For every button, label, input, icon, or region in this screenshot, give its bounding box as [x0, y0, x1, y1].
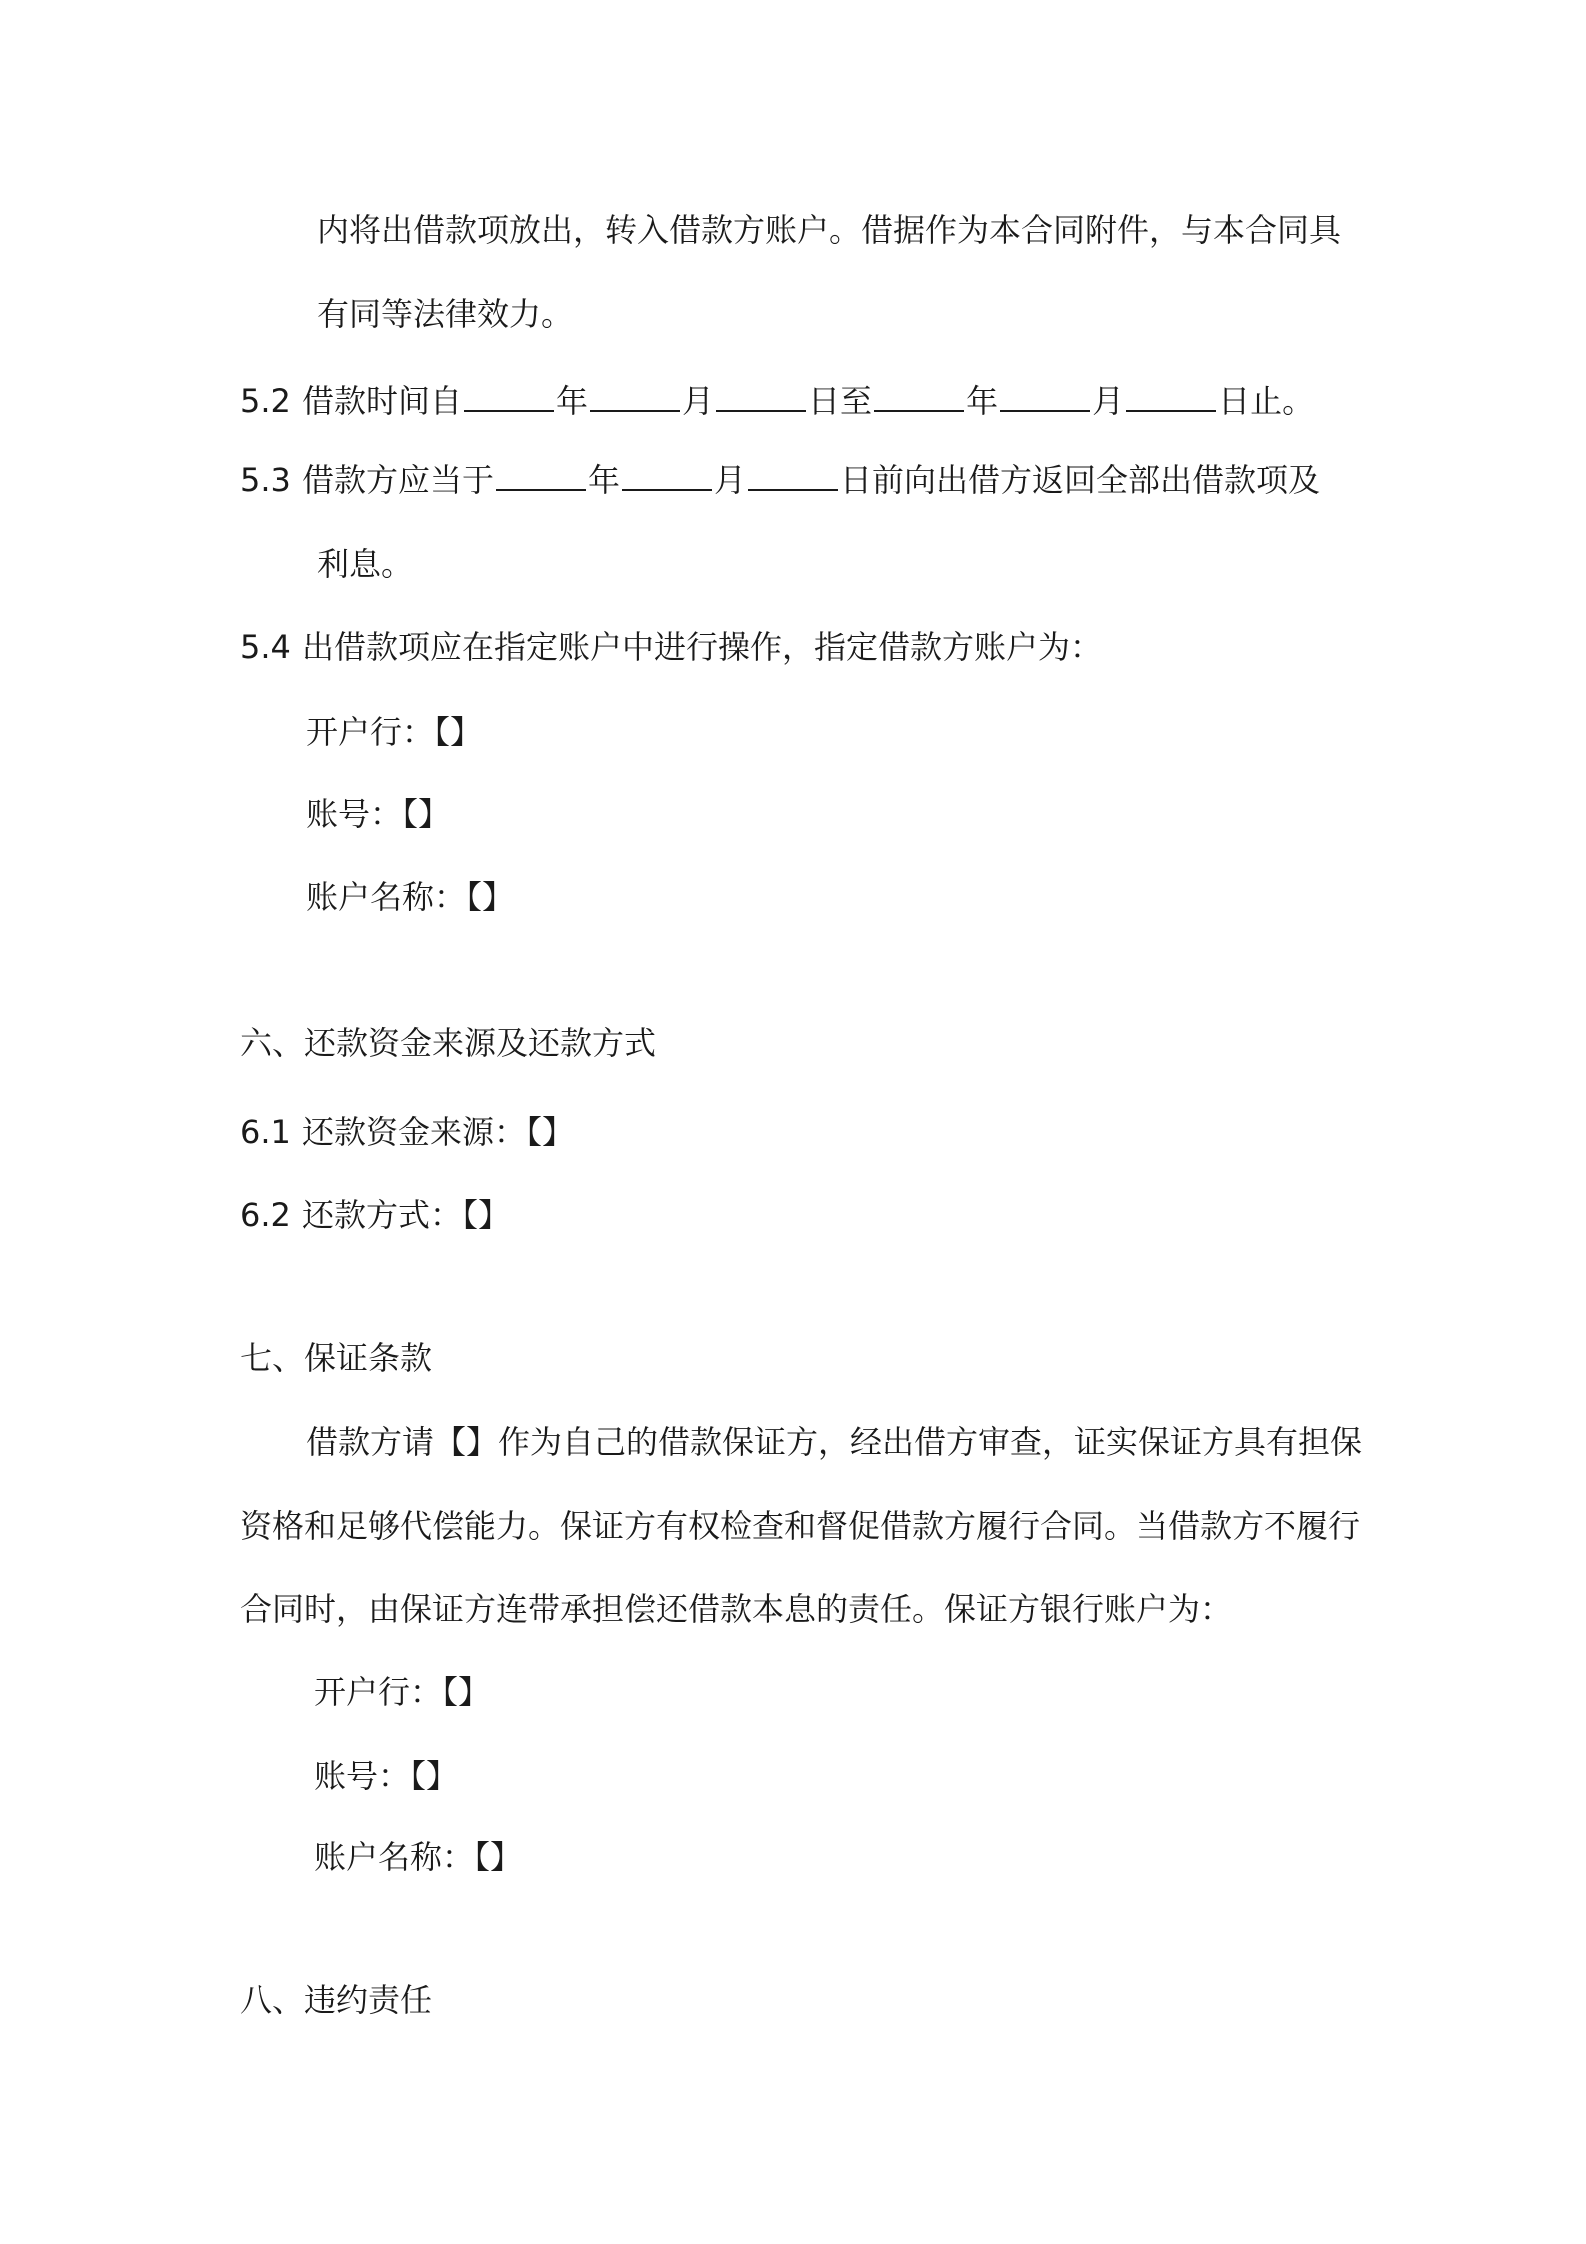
- clause-number: 5.2: [240, 382, 291, 420]
- clause-5-2: [240, 379, 1314, 423]
- clause-number: 6.1: [240, 1113, 291, 1151]
- clause-6-1: [240, 1110, 574, 1154]
- label-day-to: 日至: [808, 382, 873, 420]
- blank-month[interactable]: [622, 459, 712, 491]
- blank-month-start[interactable]: [590, 380, 680, 412]
- clause-text: 借款方应当于: [302, 461, 495, 499]
- section-7-heading: 七、保证条款: [240, 1339, 433, 1377]
- clause-5-3-continuation: 利息。: [317, 545, 414, 583]
- clause-5-1-continuation-line-2: 有同等法律效力。: [317, 295, 574, 333]
- label-year: 年: [588, 461, 621, 499]
- guarantor-bank-field: 开户行：【】: [314, 1673, 491, 1711]
- label-year: 年: [966, 382, 999, 420]
- borrower-account-field: 账号：【】: [306, 795, 451, 833]
- blank-day-start[interactable]: [716, 380, 806, 412]
- clause-5-3: [240, 458, 1320, 502]
- clause-5-4: [240, 625, 1102, 669]
- clause-text: 还款资金来源：【】: [302, 1113, 575, 1151]
- clause-5-1-continuation-line-1: 内将出借款项放出，转入借款方账户。借据作为本合同附件，与本合同具: [317, 211, 1342, 249]
- blank-month-end[interactable]: [1000, 380, 1090, 412]
- label-month: 月: [714, 461, 747, 499]
- blank-year-end[interactable]: [874, 380, 964, 412]
- clause-text-tail: 日前向出借方返回全部出借款项及: [840, 461, 1321, 499]
- label-day-end: 日止。: [1218, 382, 1315, 420]
- guarantee-paragraph-line-1: 借款方请【】作为自己的借款保证方，经出借方审查，证实保证方具有担保: [306, 1423, 1363, 1461]
- label-month: 月: [682, 382, 715, 420]
- guarantee-paragraph-line-2: 资格和足够代偿能力。保证方有权检查和督促借款方履行合同。当借款方不履行: [240, 1507, 1361, 1545]
- clause-6-2: [240, 1193, 510, 1237]
- guarantee-paragraph-line-3: 合同时，由保证方连带承担偿还借款本息的责任。保证方银行账户为：: [240, 1590, 1233, 1628]
- clause-number: 6.2: [240, 1196, 291, 1234]
- label-year: 年: [556, 382, 589, 420]
- clause-text: 出借款项应在指定账户中进行操作，指定借款方账户为：: [302, 628, 1103, 666]
- label-month: 月: [1092, 382, 1125, 420]
- blank-day[interactable]: [748, 459, 838, 491]
- blank-year[interactable]: [496, 459, 586, 491]
- guarantor-account-name-field: 账户名称：【】: [314, 1838, 523, 1876]
- section-8-heading: 八、违约责任: [240, 1981, 433, 2019]
- borrower-bank-field: 开户行：【】: [306, 713, 483, 751]
- section-6-heading: 六、还款资金来源及还款方式: [240, 1024, 657, 1062]
- clause-number: 5.4: [240, 628, 291, 666]
- clause-text: 借款时间自: [302, 382, 463, 420]
- guarantor-account-field: 账号：【】: [314, 1757, 459, 1795]
- blank-day-end[interactable]: [1126, 380, 1216, 412]
- borrower-account-name-field: 账户名称：【】: [306, 878, 515, 916]
- blank-year-start[interactable]: [464, 380, 554, 412]
- clause-number: 5.3: [240, 461, 291, 499]
- clause-text: 还款方式：【】: [302, 1196, 511, 1234]
